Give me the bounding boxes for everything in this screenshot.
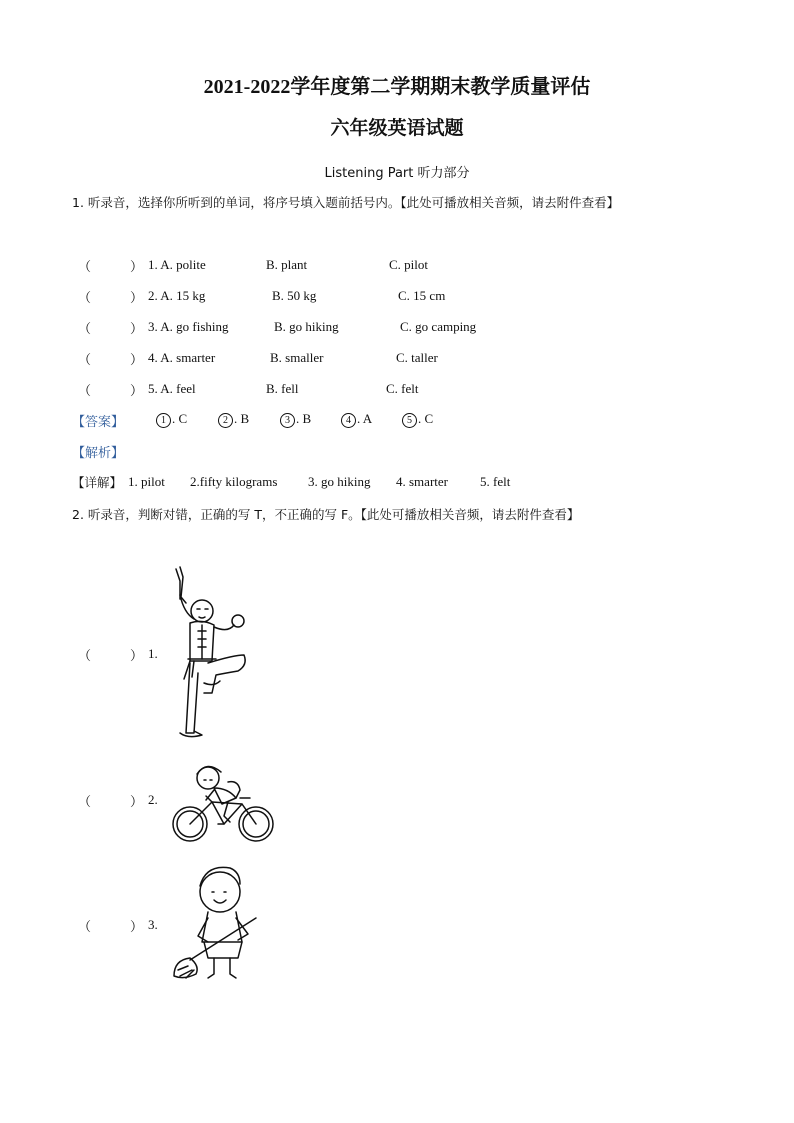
option-b: B. fell — [266, 381, 299, 396]
option-c: C. 15 cm — [398, 288, 446, 303]
option-c: C. pilot — [389, 257, 429, 272]
q2-prompt: 2. 听录音，判断对错，正确的写 T，不正确的写 F。【此处可播放相关音频，请去附件查看】 — [72, 507, 580, 522]
detail-item: 1. pilot — [128, 474, 165, 489]
answer-blank[interactable]: （ ） — [78, 259, 144, 274]
answer-label: 【答案】 — [72, 415, 125, 430]
analysis-label: 【解析】 — [72, 446, 125, 461]
kungfu-boy-picture — [168, 565, 258, 745]
answer-blank[interactable]: （ ） — [78, 383, 144, 398]
option-a: 2. A. 15 kg — [148, 288, 206, 303]
page-title: 2021-2022学年度第二学期期末教学质量评估 — [203, 76, 591, 98]
answer-blank[interactable]: （ ） — [78, 352, 144, 367]
cycling-boy-picture — [170, 758, 280, 844]
q1-prompt: 1. 听录音，选择你所听到的单词，将序号填入题前括号内。【此处可播放相关音频，请去附件查看】 — [72, 195, 620, 210]
sweeping-boy-picture — [168, 862, 274, 986]
answer-value: . A — [357, 411, 373, 426]
option-a: 5. A. feel — [148, 381, 196, 396]
option-b: B. smaller — [270, 350, 324, 365]
circled-number: 3 — [280, 413, 295, 428]
answer-value: . C — [418, 411, 434, 426]
answer-blank[interactable]: （ ） — [78, 321, 144, 336]
circled-number: 2 — [218, 413, 233, 428]
option-c: C. go camping — [400, 319, 477, 334]
answer-item — [341, 411, 372, 428]
option-a: 4. A. smarter — [148, 350, 216, 365]
answer-blank[interactable]: （ ） — [78, 919, 144, 934]
option-a: 1. A. polite — [148, 257, 206, 272]
circled-number: 1 — [156, 413, 171, 428]
q2-item-number: 3. — [148, 917, 158, 932]
q2-item-number: 2. — [148, 792, 158, 807]
circled-number: 5 — [402, 413, 417, 428]
page-subtitle: 六年级英语试题 — [330, 118, 464, 139]
answer-item — [218, 411, 249, 428]
answer-value: . B — [296, 411, 312, 426]
detail-label: 【详解】 — [72, 475, 123, 490]
answer-item — [280, 411, 311, 428]
option-c: C. felt — [386, 381, 419, 396]
answer-blank[interactable]: （ ） — [78, 648, 144, 663]
q2-item-number: 1. — [148, 646, 158, 661]
option-b: B. go hiking — [274, 319, 339, 334]
detail-item: 5. felt — [480, 474, 511, 489]
answer-blank[interactable]: （ ） — [78, 290, 144, 305]
answer-item — [402, 411, 433, 428]
option-b: B. 50 kg — [272, 288, 317, 303]
answer-blank[interactable]: （ ） — [78, 794, 144, 809]
detail-item: 2.fifty kilograms — [190, 474, 278, 489]
circled-number: 4 — [341, 413, 356, 428]
detail-row — [72, 473, 122, 491]
option-a: 3. A. go fishing — [148, 319, 229, 334]
option-b: B. plant — [266, 257, 308, 272]
option-c: C. taller — [396, 350, 438, 365]
answer-item — [156, 411, 187, 428]
detail-item: 3. go hiking — [308, 474, 371, 489]
detail-item: 4. smarter — [396, 474, 448, 489]
answer-value: . B — [234, 411, 250, 426]
section-heading: Listening Part 听力部分 — [324, 166, 470, 181]
answer-value: . C — [172, 411, 188, 426]
